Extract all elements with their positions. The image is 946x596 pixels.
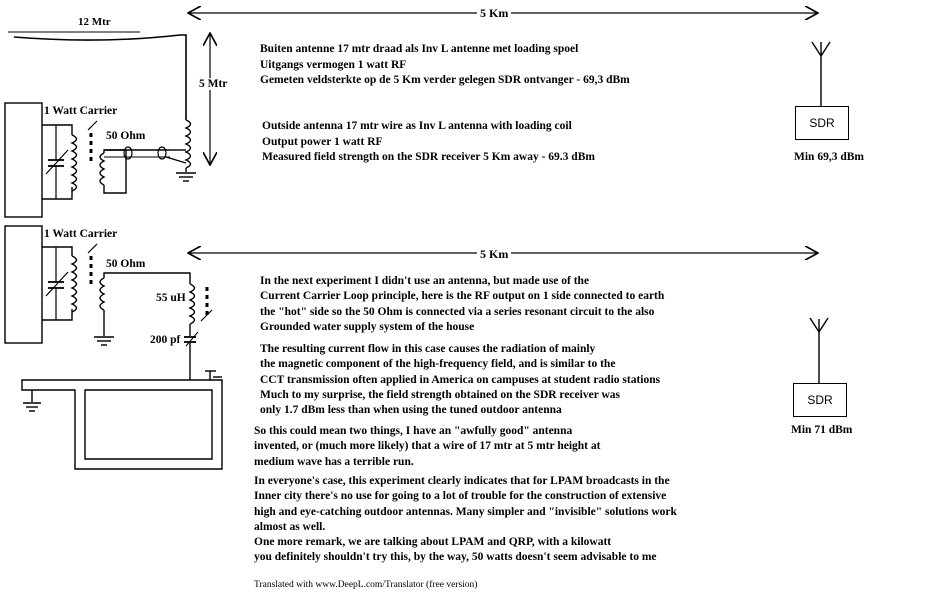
paragraph-result <box>260 342 660 418</box>
paragraph-line: you definitely shouldn't try this, by the way, 50 watts doesn't seem advisable to me <box>254 551 657 564</box>
distance-label-top: 5 Km <box>477 6 511 21</box>
ohm-label-top: 50 Ohm <box>106 130 146 142</box>
paragraph-remarks <box>254 474 677 566</box>
paragraph-line: the "hot" side so the 50 Ohm is connected via a series resonant circuit to the also <box>260 305 655 318</box>
dutch-line: Uitgangs vermogen 1 watt RF <box>260 58 407 71</box>
water-pipe-outer <box>22 380 222 469</box>
paragraph-line: So this could mean two things, I have an "awfully good" antenna <box>254 425 573 437</box>
ground-symbol-pipe <box>23 403 41 411</box>
paragraph-line: high and eye-catching outdoor antennas. Many simpler and "invisible" solutions work <box>254 505 677 518</box>
dutch-description <box>260 42 630 89</box>
sdr-antenna-bottom <box>810 318 828 384</box>
paragraph-line: Much to my surprise, the field strength obtained on the SDR receiver was <box>260 388 620 401</box>
english-description <box>262 119 595 166</box>
sdr-receiver-top <box>795 106 849 140</box>
english-line: Output power 1 watt RF <box>262 135 383 148</box>
paragraph-line: almost as well. <box>254 520 326 533</box>
paragraph-line: In everyone's case, this experiment clearly indicates that for LPAM broadcasts in the <box>254 475 670 487</box>
dutch-line: Gemeten veldsterkte op de 5 Km verder gelegen SDR ontvanger - 69,3 dBm <box>260 74 630 86</box>
translation-footer: Translated with www.DeepL.com/Translator (free version) <box>254 580 478 590</box>
transmitter-box-bottom <box>5 226 42 343</box>
sdr-receiver-bottom <box>793 383 847 417</box>
english-line: Outside antenna 17 mtr wire as Inv L antenna with loading coil <box>262 120 572 132</box>
ground-symbol-bottom-tx <box>94 337 114 345</box>
distance-label-bottom: 5 Km <box>477 247 511 262</box>
loading-coil <box>186 120 191 168</box>
link-coil-top <box>100 153 104 185</box>
english-line: Measured field strength on the SDR receiver 5 Km away - 69.3 dBm <box>262 151 595 163</box>
sdr-label-top: SDR <box>809 116 835 130</box>
paragraph-line: In the next experiment I didn't use an antenna, but made use of the <box>260 275 590 287</box>
dutch-line: Buiten antenne 17 mtr draad als Inv L antenne met loading spoel <box>260 43 579 55</box>
paragraph-line: the magnetic component of the high-frequency field, and is similar to the <box>260 358 616 371</box>
carrier-label-top: 1 Watt Carrier <box>44 105 118 117</box>
paragraph-line: only 1.7 dBm less than when using the tuned outdoor antenna <box>260 404 562 417</box>
sdr-antenna-top <box>812 42 830 106</box>
paragraph-line: The resulting current flow in this case causes the radiation of mainly <box>260 343 596 355</box>
transmitter-box-top <box>5 103 42 217</box>
sdr-label-bottom: SDR <box>807 393 833 407</box>
tank-coil-bottom <box>72 256 77 312</box>
tank-coil-top <box>72 135 77 191</box>
link-coil-bottom <box>100 278 104 310</box>
wire-length-label: 12 Mtr <box>78 16 111 28</box>
capacitor-label: 200 pf <box>150 334 181 346</box>
water-tap <box>205 371 222 380</box>
water-pipe-inner <box>85 390 212 459</box>
paragraph-line: Current Carrier Loop principle, here is the RF output on 1 side connected to earth <box>260 290 665 303</box>
paragraph-line: Grounded water supply system of the house <box>260 320 475 333</box>
ohm-label-bottom: 50 Ohm <box>106 258 146 270</box>
ground-symbol-top <box>176 173 196 181</box>
paragraph-line: One more remark, we are talking about LPAM and QRP, with a kilowatt <box>254 536 612 549</box>
paragraph-conclusion <box>254 424 600 470</box>
paragraph-line: Inner city there's no use for going to a lot of trouble for the construction of extensive <box>254 490 667 503</box>
inductor-label: 55 uH <box>156 292 186 304</box>
carrier-label-bottom: 1 Watt Carrier <box>44 228 118 240</box>
series-inductor <box>190 284 195 324</box>
sdr-reading-bottom: Min 71 dBm <box>791 424 853 436</box>
paragraph-experiment <box>260 274 664 335</box>
sdr-reading-top: Min 69,3 dBm <box>794 151 864 163</box>
height-label: 5 Mtr <box>199 78 228 90</box>
paragraph-line: CCT transmission often applied in America on campuses at student radio stations <box>260 373 661 386</box>
paragraph-line: medium wave has a terrible run. <box>254 455 414 468</box>
paragraph-line: invented, or (much more likely) that a wire of 17 mtr at 5 mtr height at <box>254 440 601 453</box>
